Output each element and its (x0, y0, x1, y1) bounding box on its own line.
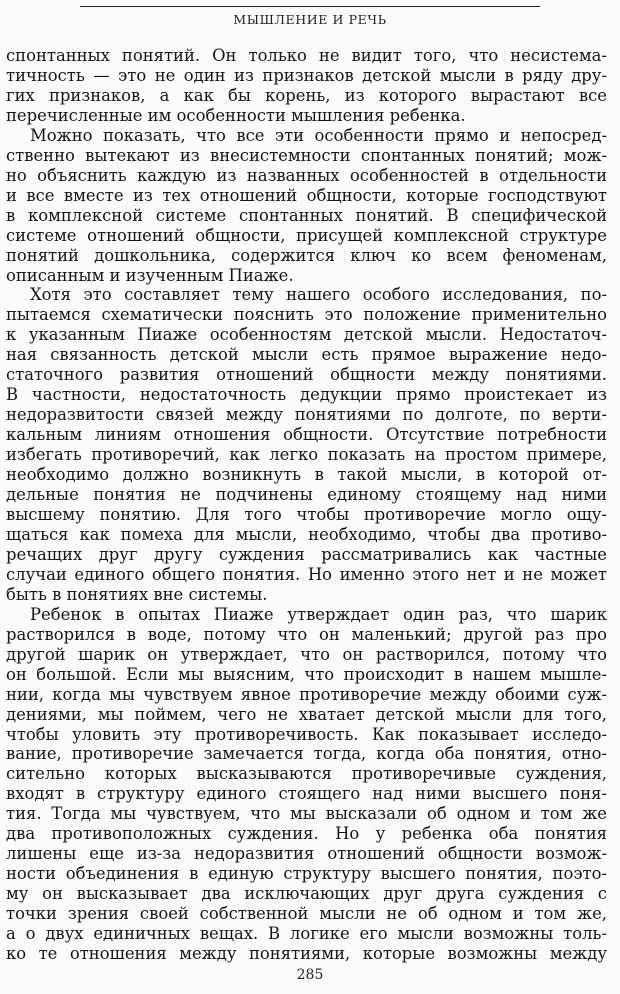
text-line: а о двух единичных вещах. В логике его мысли возможны толь- (6, 924, 607, 944)
text-line: Хотя это составляет тему нашего особого исследования, по- (30, 285, 607, 305)
header-rule (80, 6, 540, 7)
text-line: системе отношений общности, присущей комплексной структуре (6, 225, 607, 245)
text-line: описанным и изученным Пиаже. (6, 265, 294, 285)
text-line: и все вместе из тех отношений общности, которые господствуют (6, 185, 607, 205)
text-line: другой шарик он утверждает, что он растворился, потому что (6, 644, 607, 664)
text-line: пытаемся схематически пояснить это положение применительно (6, 305, 607, 325)
text-line: быть в понятиях вне системы. (6, 584, 268, 604)
text-line: тия. Тогда мы чувствуем, что мы высказали об одном и том же (6, 804, 607, 824)
text-line: вание, противоречие замечается тогда, когда оба понятия, отно- (6, 744, 607, 764)
text-line: необходимо должно возникнуть в такой мысли, в которой от- (6, 465, 607, 485)
text-line: ственно вытекают из внесистемности спонтанных понятий; мож- (6, 145, 607, 165)
text-line: му он высказывает два исключающих друг друга суждения с (6, 884, 607, 904)
running-head: МЫШЛЕНИЕ И РЕЧЬ (233, 12, 387, 27)
text-line: гих признаков, а как бы корень, из которого вырастают все (6, 85, 607, 105)
text-line: в комплексной системе спонтанных понятий. В специфической (6, 205, 607, 225)
text-line: чтобы уловить эту противоречивость. Как показывает исследо- (6, 724, 607, 744)
text-line: лишены еще из-за недоразвития отношений общности возмож- (6, 844, 607, 864)
text-line: Ребенок в опытах Пиаже утверждает один раз, что шарик (30, 604, 607, 624)
text-line: ности объединения в единую структуру высшего понятия, поэто- (6, 864, 607, 884)
text-line: кальным линиям отношения общности. Отсутствие потребности (6, 425, 607, 445)
text-line: статочного развития отношений общности между понятиями. (6, 365, 607, 385)
text-line: входят в структуру единого стоящего над ними высшего поня- (6, 784, 607, 804)
text-line: щаться как помеха для мысли, необходимо, чтобы два противо- (6, 524, 607, 544)
text-line: избегать противоречий, как легко показать на простом примере, (6, 445, 607, 465)
text-line: В частности, недостаточность дедукции прямо проистекает из (6, 385, 607, 405)
page-number: 285 (296, 967, 324, 983)
text-line: недоразвитости связей между понятиями по долготе, по верти- (6, 405, 607, 425)
text-line: сительно которых высказываются противоречивые суждения, (6, 764, 607, 784)
text-line: растворился в воде, потому что он маленький; другой раз про (6, 624, 607, 644)
text-line: дениями, мы поймем, чего не хватает детской мысли для того, (6, 704, 607, 724)
text-line: но объяснить каждую из названных особенностей в отдельности (6, 165, 607, 185)
text-line: дельные понятия не подчинены единому стоящему над ними (6, 485, 607, 505)
text-line: Можно показать, что все эти особенности прямо и непосред- (30, 125, 607, 145)
text-line: точки зрения своей собственной мысли не об одном и том же, (6, 904, 607, 924)
text-line: высшему понятию. Для того чтобы противоречие могло ощу- (6, 505, 607, 524)
text-line: перечисленные им особенности мышления ребенка. (6, 105, 466, 125)
text-line: ная связанность детской мысли есть прямое выражение недо- (6, 345, 607, 365)
text-line: он большой. Если мы выясним, что происходит в нашем мышле- (6, 664, 607, 684)
text-line: случаи единого общего понятия. Но именно этого нет и не может (6, 564, 607, 584)
text-line: тичность — это не один из признаков детской мысли в ряду дру- (6, 65, 607, 85)
text-line: ко те отношения между понятиями, которые возможны между (6, 944, 607, 964)
text-line: речащих друг другу суждения рассматривались как частные (6, 544, 607, 564)
text-line: к указанным Пиаже особенностям детской мысли. Недостаточ- (6, 325, 607, 345)
text-line: понятий дошкольника, содержится ключ ко всем феноменам, (6, 245, 607, 265)
text-line: нии, когда мы чувствуем явное противоречие между обоими суж- (6, 684, 607, 704)
text-line: спонтанных понятий. Он только не видит того, что несистема- (6, 46, 607, 65)
text-line: два противоположных суждения. Но у ребенка оба понятия (6, 824, 607, 844)
